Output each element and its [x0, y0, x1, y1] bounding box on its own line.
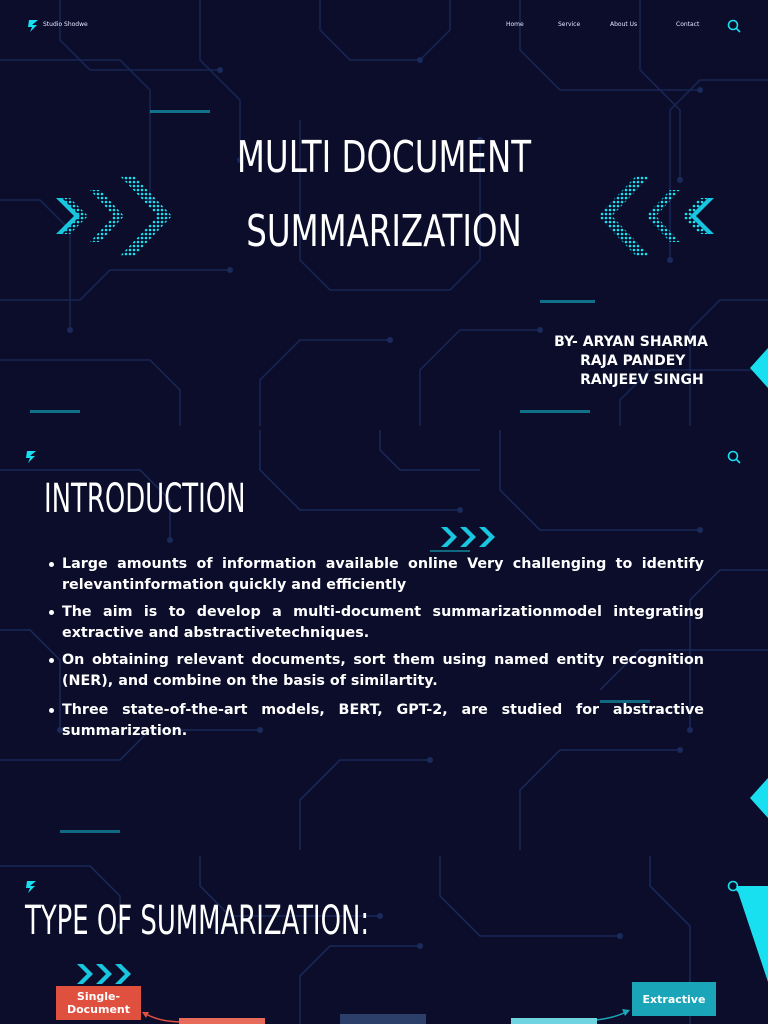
- authors-block: [554, 333, 708, 390]
- chevron-arrows-icon: [441, 526, 497, 548]
- nav-home[interactable]: Home: [506, 21, 524, 28]
- title-line-2: SUMMARIZATION: [246, 206, 522, 257]
- side-tab-shape: [736, 886, 768, 982]
- single-document-box: Single- Document: [56, 986, 141, 1020]
- logo-icon[interactable]: [27, 19, 39, 33]
- list-item: Large amounts of information available online Very challenging to identify relevantinformation quickly and efficiently: [44, 554, 704, 596]
- nav-about-us[interactable]: About Us: [610, 21, 638, 28]
- section-heading: TYPE OF SUMMARIZATION:: [25, 898, 370, 944]
- title-slide: [0, 0, 768, 426]
- logo-icon[interactable]: [25, 880, 37, 894]
- diagram-box-partial: [340, 1014, 426, 1024]
- brand-name[interactable]: Studio Shodwe: [43, 21, 88, 28]
- author-line: RANJEEV SINGH: [580, 372, 704, 388]
- author-line: RAJA PANDEY: [580, 353, 686, 369]
- extractive-box: Extractive: [632, 982, 716, 1016]
- list-item: Three state-of-the-art models, BERT, GPT-2, are studied for abstractive summarization.: [44, 700, 704, 742]
- connector-arrow: [140, 1006, 184, 1024]
- author-line: BY- ARYAN SHARMA: [554, 334, 708, 350]
- search-icon[interactable]: [727, 19, 741, 33]
- connector-arrow: [596, 1006, 632, 1024]
- search-icon[interactable]: [727, 450, 741, 464]
- intro-bullet-list: [44, 554, 704, 748]
- list-item: The aim is to develop a multi-document summarizationmodel integrating extractive and abstractivetechniques.: [44, 602, 704, 644]
- nav-contact[interactable]: Contact: [676, 21, 700, 28]
- title-line-1: MULTI DOCUMENT: [236, 132, 532, 183]
- introduction-slide: [0, 430, 768, 850]
- side-tab-shape: [750, 348, 768, 388]
- nav-service[interactable]: Service: [558, 21, 581, 28]
- list-item: On obtaining relevant documents, sort them using named entity recognition (NER), and combine on the basis of similartity.: [44, 650, 704, 692]
- chevron-arrows-icon: [77, 963, 133, 985]
- diagram-box-partial: [511, 1018, 597, 1024]
- type-of-summarization-slide: [0, 856, 768, 1024]
- diagram-box-partial: [179, 1018, 265, 1024]
- section-heading: INTRODUCTION: [44, 476, 246, 522]
- side-tab-shape: [750, 778, 768, 818]
- logo-icon[interactable]: [25, 450, 37, 464]
